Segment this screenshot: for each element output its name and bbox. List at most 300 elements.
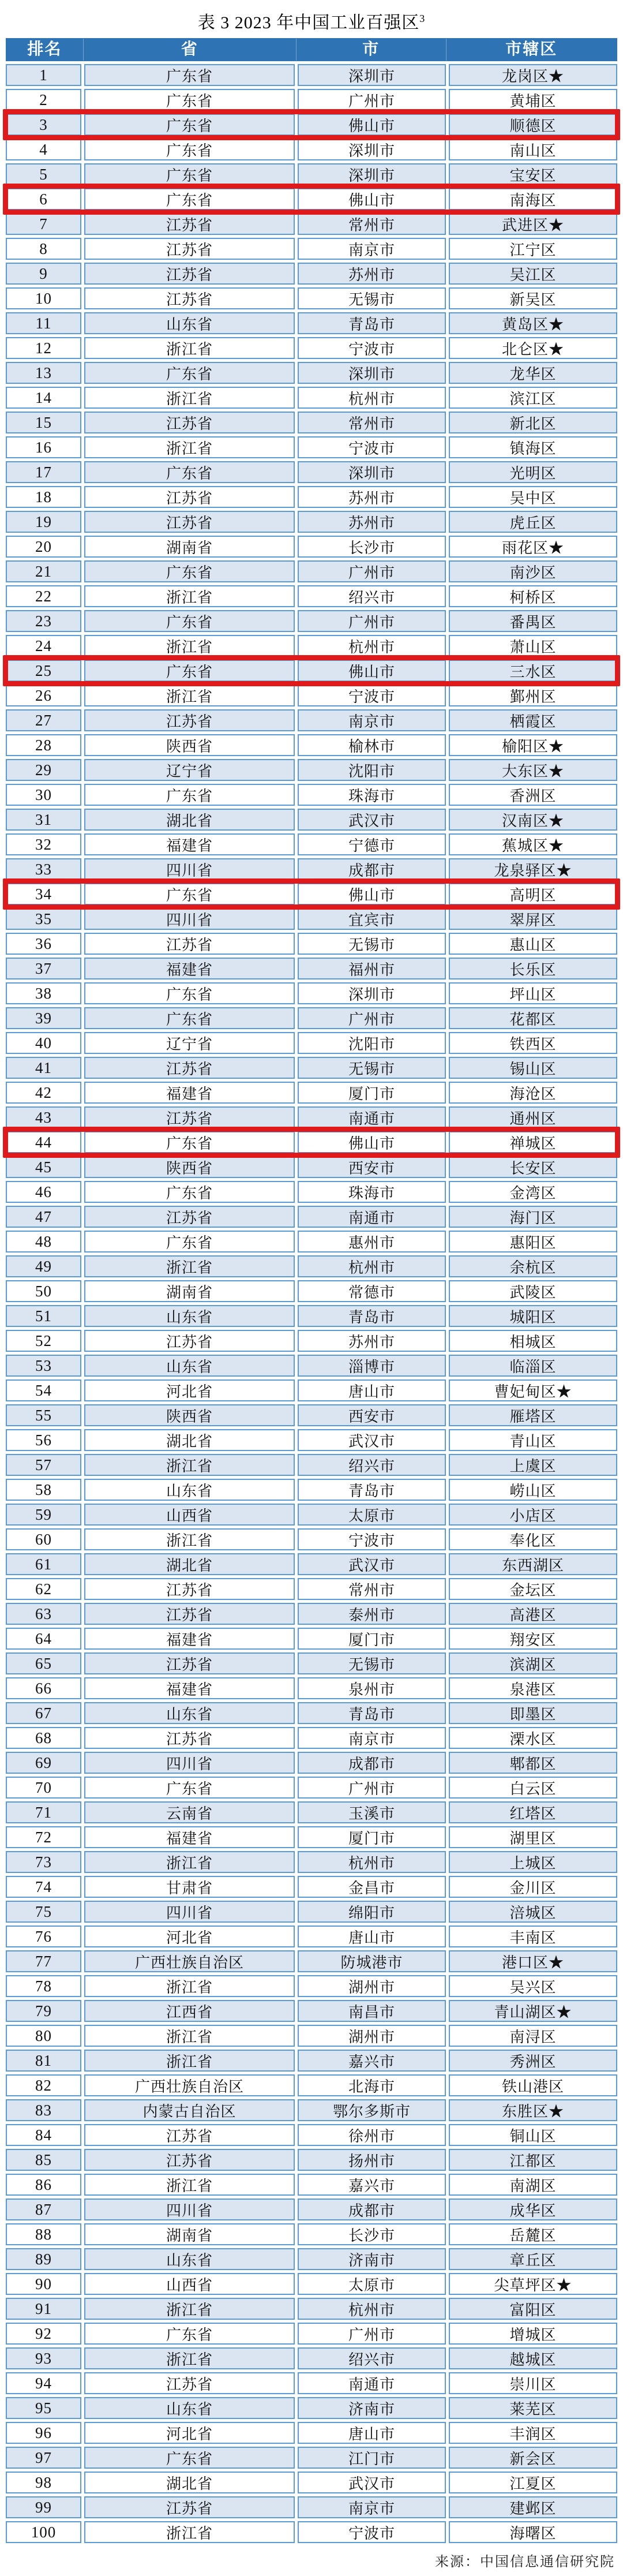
table-row	[6, 2323, 617, 2345]
city-cell: 嘉兴市	[298, 2174, 446, 2196]
province-cell: 广东省	[84, 660, 295, 682]
province-cell: 广东省	[84, 1777, 295, 1799]
city-cell: 成都市	[298, 858, 446, 880]
province-cell: 湖北省	[84, 1429, 295, 1451]
table-row	[6, 1181, 617, 1203]
table-row	[6, 982, 617, 1004]
province-cell: 陕西省	[84, 1404, 295, 1426]
province-cell: 江苏省	[84, 1206, 295, 1228]
district-cell: 东胜区★	[449, 2099, 617, 2121]
city-cell: 江门市	[298, 2447, 446, 2469]
table-row	[6, 1677, 617, 1699]
province-cell: 广东省	[84, 2447, 295, 2469]
province-cell: 江苏省	[84, 2496, 295, 2518]
province-cell: 浙江省	[84, 2050, 295, 2072]
rank-cell: 24	[6, 635, 81, 657]
rank-cell: 73	[6, 1851, 81, 1873]
province-cell: 四川省	[84, 858, 295, 880]
district-cell: 番禺区	[449, 610, 617, 632]
rank-cell: 11	[6, 312, 81, 334]
province-cell: 广东省	[84, 163, 295, 185]
rank-cell: 15	[6, 412, 81, 433]
district-cell: 城阳区	[449, 1305, 617, 1327]
province-cell: 江苏省	[84, 213, 295, 235]
table-row	[6, 2000, 617, 2022]
rank-cell: 44	[6, 1131, 81, 1153]
city-cell: 宁波市	[298, 685, 446, 706]
city-cell: 防城港市	[298, 1950, 446, 1972]
city-cell: 成都市	[298, 2199, 446, 2220]
rank-cell: 91	[6, 2298, 81, 2320]
rank-cell: 46	[6, 1181, 81, 1203]
province-cell: 浙江省	[84, 1454, 295, 1476]
district-cell: 南海区	[449, 188, 617, 210]
table-row	[6, 238, 617, 260]
district-cell: 蕉城区★	[449, 833, 617, 855]
table-row	[6, 2422, 617, 2444]
district-cell: 黄埔区	[449, 89, 617, 111]
province-cell: 山东省	[84, 1702, 295, 1724]
city-cell: 广州市	[298, 1777, 446, 1799]
table-row	[6, 2099, 617, 2121]
city-cell: 长沙市	[298, 2223, 446, 2245]
rank-cell: 62	[6, 1578, 81, 1600]
table-row	[6, 784, 617, 806]
city-cell: 宁波市	[298, 337, 446, 359]
table-row	[6, 2124, 617, 2146]
rank-cell: 51	[6, 1305, 81, 1327]
table-row	[6, 1777, 617, 1799]
table-row	[6, 2223, 617, 2245]
district-cell: 余杭区	[449, 1255, 617, 1277]
province-cell: 四川省	[84, 908, 295, 930]
table-row	[6, 2397, 617, 2419]
table-row	[6, 163, 617, 185]
district-cell: 龙岗区★	[449, 64, 617, 86]
rank-cell: 74	[6, 1876, 81, 1898]
district-cell: 雁塔区	[449, 1404, 617, 1426]
province-cell: 江苏省	[84, 2124, 295, 2146]
district-cell: 吴江区	[449, 263, 617, 285]
province-cell: 辽宁省	[84, 759, 295, 781]
table-row	[6, 883, 617, 905]
province-cell: 广东省	[84, 1231, 295, 1253]
city-cell: 广州市	[298, 610, 446, 632]
rank-cell: 55	[6, 1404, 81, 1426]
table-title-footnote-marker: 3	[419, 13, 426, 24]
rank-cell: 30	[6, 784, 81, 806]
city-cell: 深圳市	[298, 461, 446, 483]
city-cell: 无锡市	[298, 933, 446, 955]
table-row	[6, 1404, 617, 1426]
rank-cell: 16	[6, 436, 81, 458]
table-row	[6, 958, 617, 979]
table-row	[6, 461, 617, 483]
rank-cell: 69	[6, 1752, 81, 1774]
district-cell: 顺德区	[449, 114, 617, 136]
rank-cell: 66	[6, 1677, 81, 1699]
table-row	[6, 486, 617, 508]
table-row	[6, 213, 617, 235]
table-row	[6, 809, 617, 831]
rank-cell: 41	[6, 1057, 81, 1079]
province-cell: 江苏省	[84, 1057, 295, 1079]
rank-cell: 36	[6, 933, 81, 955]
table-row	[6, 2174, 617, 2196]
district-cell: 丰南区	[449, 1926, 617, 1947]
district-cell: 溧水区	[449, 1727, 617, 1749]
rank-cell: 63	[6, 1603, 81, 1625]
province-cell: 江苏省	[84, 1727, 295, 1749]
rank-cell: 78	[6, 1975, 81, 1997]
province-cell: 河北省	[84, 1926, 295, 1947]
table-title	[0, 0, 623, 38]
province-cell: 浙江省	[84, 387, 295, 409]
rank-cell: 93	[6, 2347, 81, 2369]
district-cell: 新吴区	[449, 287, 617, 309]
table-row	[6, 387, 617, 409]
rank-cell: 18	[6, 486, 81, 508]
district-cell: 崂山区	[449, 1479, 617, 1501]
city-cell: 青岛市	[298, 1702, 446, 1724]
rank-cell: 96	[6, 2422, 81, 2444]
province-cell: 湖北省	[84, 1553, 295, 1575]
province-cell: 广东省	[84, 1007, 295, 1029]
city-cell: 唐山市	[298, 1926, 446, 1947]
district-cell: 上虞区	[449, 1454, 617, 1476]
district-cell: 汉南区★	[449, 809, 617, 831]
province-cell: 江苏省	[84, 412, 295, 433]
province-cell: 浙江省	[84, 2025, 295, 2047]
rank-cell: 35	[6, 908, 81, 930]
district-cell: 崇川区	[449, 2372, 617, 2394]
rank-cell: 45	[6, 1156, 81, 1178]
district-cell: 铁西区	[449, 1032, 617, 1054]
province-cell: 陕西省	[84, 734, 295, 756]
district-cell: 丰润区	[449, 2422, 617, 2444]
province-cell: 福建省	[84, 833, 295, 855]
table-row	[6, 2496, 617, 2518]
rank-cell: 81	[6, 2050, 81, 2072]
district-cell: 武陵区	[449, 1280, 617, 1302]
rank-cell: 19	[6, 511, 81, 533]
city-cell: 广州市	[298, 560, 446, 582]
district-cell: 江都区	[449, 2149, 617, 2171]
rank-cell: 22	[6, 585, 81, 607]
rank-cell: 84	[6, 2124, 81, 2146]
province-cell: 江苏省	[84, 1330, 295, 1352]
header-district: 市辖区	[446, 39, 617, 61]
table-row	[6, 1801, 617, 1823]
table-row	[6, 1950, 617, 1972]
city-cell: 杭州市	[298, 1255, 446, 1277]
district-cell: 南浔区	[449, 2025, 617, 2047]
province-cell: 湖北省	[84, 2472, 295, 2493]
rank-cell: 4	[6, 139, 81, 160]
province-cell: 福建省	[84, 1628, 295, 1650]
city-cell: 佛山市	[298, 114, 446, 136]
rank-cell: 17	[6, 461, 81, 483]
city-cell: 太原市	[298, 2273, 446, 2295]
rank-cell: 49	[6, 1255, 81, 1277]
province-cell: 浙江省	[84, 1528, 295, 1550]
city-cell: 厦门市	[298, 1082, 446, 1104]
city-cell: 青岛市	[298, 1479, 446, 1501]
city-cell: 济南市	[298, 2397, 446, 2419]
table-row	[6, 536, 617, 558]
province-cell: 山东省	[84, 2397, 295, 2419]
district-cell: 龙华区	[449, 362, 617, 384]
district-cell: 江宁区	[449, 238, 617, 260]
city-cell: 无锡市	[298, 287, 446, 309]
rank-cell: 59	[6, 1504, 81, 1526]
district-cell: 锡山区	[449, 1057, 617, 1079]
rank-cell: 95	[6, 2397, 81, 2419]
district-cell: 金湾区	[449, 1181, 617, 1203]
district-cell: 莱芜区	[449, 2397, 617, 2419]
province-cell: 浙江省	[84, 1255, 295, 1277]
province-cell: 山东省	[84, 1305, 295, 1327]
district-cell: 章丘区	[449, 2248, 617, 2270]
district-cell: 惠山区	[449, 933, 617, 955]
table-row	[6, 1504, 617, 1526]
city-cell: 南京市	[298, 238, 446, 260]
province-cell: 广东省	[84, 610, 295, 632]
table-row	[6, 1131, 617, 1153]
city-cell: 沈阳市	[298, 759, 446, 781]
city-cell: 惠州市	[298, 1231, 446, 1253]
rank-cell: 56	[6, 1429, 81, 1451]
rank-cell: 77	[6, 1950, 81, 1972]
rank-cell: 2	[6, 89, 81, 111]
district-cell: 金坛区	[449, 1578, 617, 1600]
rank-cell: 48	[6, 1231, 81, 1253]
district-cell: 港口区★	[449, 1950, 617, 1972]
table-row	[6, 833, 617, 855]
rank-cell: 57	[6, 1454, 81, 1476]
rank-cell: 20	[6, 536, 81, 558]
rank-cell: 88	[6, 2223, 81, 2245]
table-row	[6, 908, 617, 930]
table-row	[6, 2050, 617, 2072]
city-cell: 鄂尔多斯市	[298, 2099, 446, 2121]
rank-cell: 7	[6, 213, 81, 235]
city-cell: 南京市	[298, 709, 446, 731]
city-cell: 玉溪市	[298, 1801, 446, 1823]
city-cell: 珠海市	[298, 784, 446, 806]
province-cell: 云南省	[84, 1801, 295, 1823]
district-cell: 吴兴区	[449, 1975, 617, 1997]
table-row	[6, 1057, 617, 1079]
city-cell: 淄博市	[298, 1355, 446, 1377]
rank-cell: 100	[6, 2521, 81, 2543]
district-cell: 新会区	[449, 2447, 617, 2469]
city-cell: 南京市	[298, 2496, 446, 2518]
city-cell: 北海市	[298, 2074, 446, 2096]
table-row	[6, 2347, 617, 2369]
district-cell: 增城区	[449, 2323, 617, 2345]
district-cell: 涪城区	[449, 1901, 617, 1923]
rank-cell: 42	[6, 1082, 81, 1104]
city-cell: 金昌市	[298, 1876, 446, 1898]
district-cell: 翠屏区	[449, 908, 617, 930]
province-cell: 江苏省	[84, 933, 295, 955]
table-row	[6, 2521, 617, 2543]
province-cell: 广东省	[84, 461, 295, 483]
rank-cell: 54	[6, 1379, 81, 1401]
rank-cell: 14	[6, 387, 81, 409]
province-cell: 江苏省	[84, 238, 295, 260]
top100-table	[6, 38, 617, 2543]
district-cell: 高港区	[449, 1603, 617, 1625]
rank-cell: 94	[6, 2372, 81, 2394]
table-row	[6, 734, 617, 756]
district-cell: 白云区	[449, 1777, 617, 1799]
table-row	[6, 1379, 617, 1401]
district-cell: 长安区	[449, 1156, 617, 1178]
district-cell: 柯桥区	[449, 585, 617, 607]
city-cell: 杭州市	[298, 387, 446, 409]
city-cell: 南通市	[298, 1106, 446, 1128]
table-row	[6, 511, 617, 533]
province-cell: 内蒙古自治区	[84, 2099, 295, 2121]
rank-cell: 87	[6, 2199, 81, 2220]
province-cell: 浙江省	[84, 635, 295, 657]
city-cell: 常州市	[298, 213, 446, 235]
province-cell: 福建省	[84, 1082, 295, 1104]
city-cell: 广州市	[298, 89, 446, 111]
province-cell: 广东省	[84, 64, 295, 86]
district-cell: 武进区★	[449, 213, 617, 235]
table-row	[6, 2074, 617, 2096]
city-cell: 徐州市	[298, 2124, 446, 2146]
city-cell: 青岛市	[298, 1305, 446, 1327]
city-cell: 珠海市	[298, 1181, 446, 1203]
table-row	[6, 1032, 617, 1054]
city-cell: 南昌市	[298, 2000, 446, 2022]
rank-cell: 82	[6, 2074, 81, 2096]
table-row	[6, 114, 617, 136]
province-cell: 浙江省	[84, 2298, 295, 2320]
district-cell: 东西湖区	[449, 1553, 617, 1575]
district-cell: 铜山区	[449, 2124, 617, 2146]
rank-cell: 68	[6, 1727, 81, 1749]
city-cell: 宁波市	[298, 1528, 446, 1550]
rank-cell: 86	[6, 2174, 81, 2196]
rank-cell: 40	[6, 1032, 81, 1054]
province-cell: 河北省	[84, 2422, 295, 2444]
city-cell: 佛山市	[298, 1131, 446, 1153]
district-cell: 越城区	[449, 2347, 617, 2369]
district-cell: 青山区	[449, 1429, 617, 1451]
table-row	[6, 263, 617, 285]
province-cell: 江苏省	[84, 486, 295, 508]
district-cell: 龙泉驿区★	[449, 858, 617, 880]
city-cell: 太原市	[298, 1504, 446, 1526]
city-cell: 无锡市	[298, 1652, 446, 1674]
city-cell: 长沙市	[298, 536, 446, 558]
rank-cell: 13	[6, 362, 81, 384]
city-cell: 杭州市	[298, 635, 446, 657]
city-cell: 深圳市	[298, 163, 446, 185]
rank-cell: 26	[6, 685, 81, 706]
province-cell: 江苏省	[84, 1106, 295, 1128]
province-cell: 广东省	[84, 114, 295, 136]
rank-cell: 75	[6, 1901, 81, 1923]
district-cell: 建邺区	[449, 2496, 617, 2518]
district-cell: 海沧区	[449, 1082, 617, 1104]
city-cell: 沈阳市	[298, 1032, 446, 1054]
district-cell: 郫都区	[449, 1752, 617, 1774]
district-cell: 海曙区	[449, 2521, 617, 2543]
rank-cell: 53	[6, 1355, 81, 1377]
table-row	[6, 1330, 617, 1352]
city-cell: 深圳市	[298, 362, 446, 384]
district-cell: 秀洲区	[449, 2050, 617, 2072]
rank-cell: 23	[6, 610, 81, 632]
district-cell: 南沙区	[449, 560, 617, 582]
city-cell: 武汉市	[298, 2472, 446, 2493]
district-cell: 镇海区	[449, 436, 617, 458]
rank-cell: 52	[6, 1330, 81, 1352]
city-cell: 武汉市	[298, 1429, 446, 1451]
province-cell: 福建省	[84, 1677, 295, 1699]
table-row	[6, 1106, 617, 1128]
province-cell: 广西壮族自治区	[84, 2074, 295, 2096]
city-cell: 佛山市	[298, 883, 446, 905]
city-cell: 常州市	[298, 412, 446, 433]
rank-cell: 37	[6, 958, 81, 979]
city-cell: 常德市	[298, 1280, 446, 1302]
district-cell: 岳麓区	[449, 2223, 617, 2245]
province-cell: 浙江省	[84, 585, 295, 607]
province-cell: 浙江省	[84, 2347, 295, 2369]
district-cell: 富阳区	[449, 2298, 617, 2320]
district-cell: 泉港区	[449, 1677, 617, 1699]
table-row	[6, 858, 617, 880]
table-row	[6, 1578, 617, 1600]
table-row	[6, 1603, 617, 1625]
city-cell: 苏州市	[298, 486, 446, 508]
rank-cell: 34	[6, 883, 81, 905]
province-cell: 广东省	[84, 1131, 295, 1153]
rank-cell: 72	[6, 1826, 81, 1848]
rank-cell: 31	[6, 809, 81, 831]
rank-cell: 29	[6, 759, 81, 781]
table-row	[6, 1231, 617, 1253]
province-cell: 江苏省	[84, 287, 295, 309]
province-cell: 广东省	[84, 188, 295, 210]
table-row	[6, 1652, 617, 1674]
district-cell: 花都区	[449, 1007, 617, 1029]
header-rank: 排名	[27, 40, 62, 58]
city-cell: 泰州市	[298, 1603, 446, 1625]
table-row	[6, 2372, 617, 2394]
table-row	[6, 412, 617, 433]
table-row	[6, 2447, 617, 2469]
rank-cell: 3	[6, 114, 81, 136]
rank-cell: 97	[6, 2447, 81, 2469]
city-cell: 苏州市	[298, 263, 446, 285]
province-cell: 广东省	[84, 883, 295, 905]
rank-cell: 8	[6, 238, 81, 260]
city-cell: 苏州市	[298, 1330, 446, 1352]
province-cell: 湖南省	[84, 1280, 295, 1302]
district-cell: 曹妃甸区★	[449, 1379, 617, 1401]
rank-cell: 65	[6, 1652, 81, 1674]
district-cell: 榆阳区★	[449, 734, 617, 756]
city-cell: 厦门市	[298, 1826, 446, 1848]
